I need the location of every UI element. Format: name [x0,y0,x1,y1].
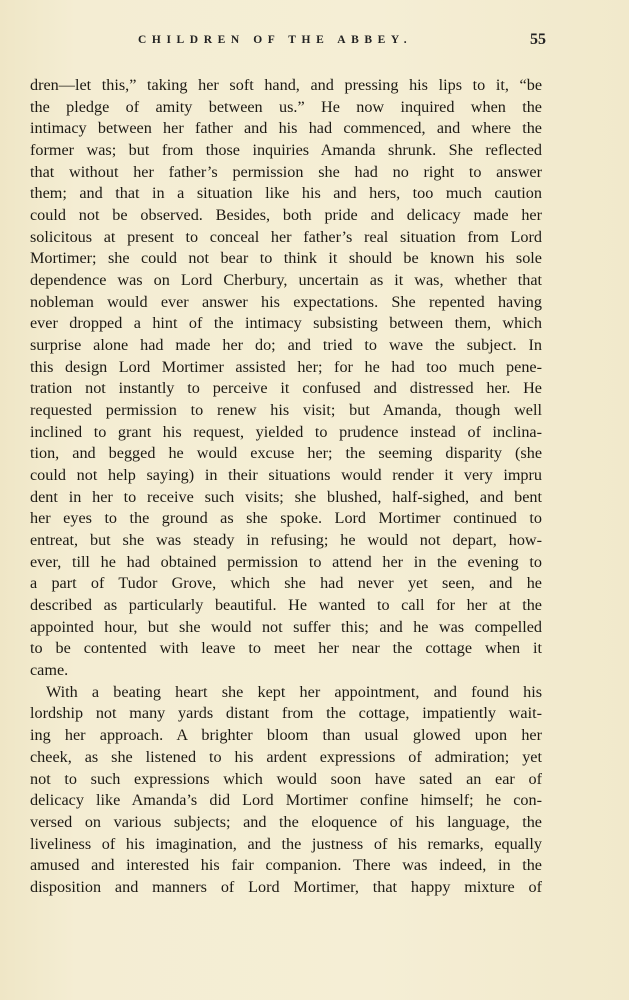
text-line: could not be observed. Besides, both pride and delicacy made her [30,206,542,225]
text-line: them; and that in a situation like his and hers, too much caution [30,184,542,203]
text-line: her eyes to the ground as she spoke. Lord Mortimer continued to [30,509,542,528]
text-line: lordship not many yards distant from the cottage, impatiently wait- [30,704,542,723]
text-line: ing her approach. A brighter bloom than usual glowed upon her [30,726,542,745]
text-line: cheek, as she listened to his ardent expressions of admiration; yet [30,747,542,766]
body-text [30,75,542,899]
text-line: ever, till he had obtained permission to attend her in the evening to [30,552,542,571]
page-header [30,31,546,54]
text-line: disposition and manners of Lord Mortimer, that happy mixture of [30,877,542,896]
text-line: amused and interested his fair companion. There was indeed, in the [30,856,542,875]
text-line: not to such expressions which would soon have sated an ear of [30,769,542,788]
text-line: could not help saying) in their situations would render it very impru [30,466,542,485]
text-line: former was; but from those inquiries Amanda shrunk. She reflected [30,141,542,160]
text-line: intimacy between her father and his had commenced, and where the [30,119,542,138]
text-line: to be contented with leave to meet her near the cottage when it [30,639,542,658]
text-line: versed on various subjects; and the eloquence of his language, the [30,812,542,831]
page-number: 55 [530,31,546,48]
text-line: dren—let this,” taking her soft hand, and pressing his lips to it, “be [30,76,542,94]
text-line: this design Lord Mortimer assisted her; for he had too much pene- [30,357,542,376]
text-line: tion, and begged he would excuse her; the seeming disparity (she [30,444,542,463]
text-line: described as particularly beautiful. He wanted to call for her at the [30,596,542,615]
text-line: surprise alone had made her do; and tried to wave the subject. In [30,336,542,355]
text-line: liveliness of his imagination, and the justness of his remarks, equally [30,834,542,853]
text-line: the pledge of amity between us.” He now inquired when the [30,97,542,116]
text-line: entreat, but she was steady in refusing; he would not depart, how- [30,531,542,550]
text-line: came. [30,661,69,680]
text-line: appointed hour, but she would not suffer this; and he was compelled [30,617,542,636]
text-line: ever dropped a hint of the intimacy subsisting between them, which [30,314,542,333]
text-line: dependence was on Lord Cherbury, uncertain as it was, whether that [30,271,542,290]
text-line: Mortimer; she could not bear to think it should be known his sole [30,249,542,268]
text-line: requested permission to renew his visit; but Amanda, though well [30,401,542,420]
text-line: dent in her to receive such visits; she blushed, half-sighed, and bent [30,487,542,506]
text-line: delicacy like Amanda’s did Lord Mortimer confine himself; he con- [30,791,542,810]
text-line: tration not instantly to perceive it confused and distressed her. He [30,379,542,398]
text-line: that without her father’s permission she had no right to answer [30,162,542,181]
text-line: solicitous at present to conceal her father’s real situation from Lord [30,227,542,246]
text-line: nobleman would ever answer his expectations. She repented having [30,292,542,311]
text-line: a part of Tudor Grove, which she had never yet seen, and he [30,574,542,593]
text-line: With a beating heart she kept her appointment, and found his [46,682,542,701]
running-head: CHILDREN OF THE ABBEY. [138,34,413,46]
text-line: inclined to grant his request, yielded to prudence instead of inclina- [30,422,542,441]
